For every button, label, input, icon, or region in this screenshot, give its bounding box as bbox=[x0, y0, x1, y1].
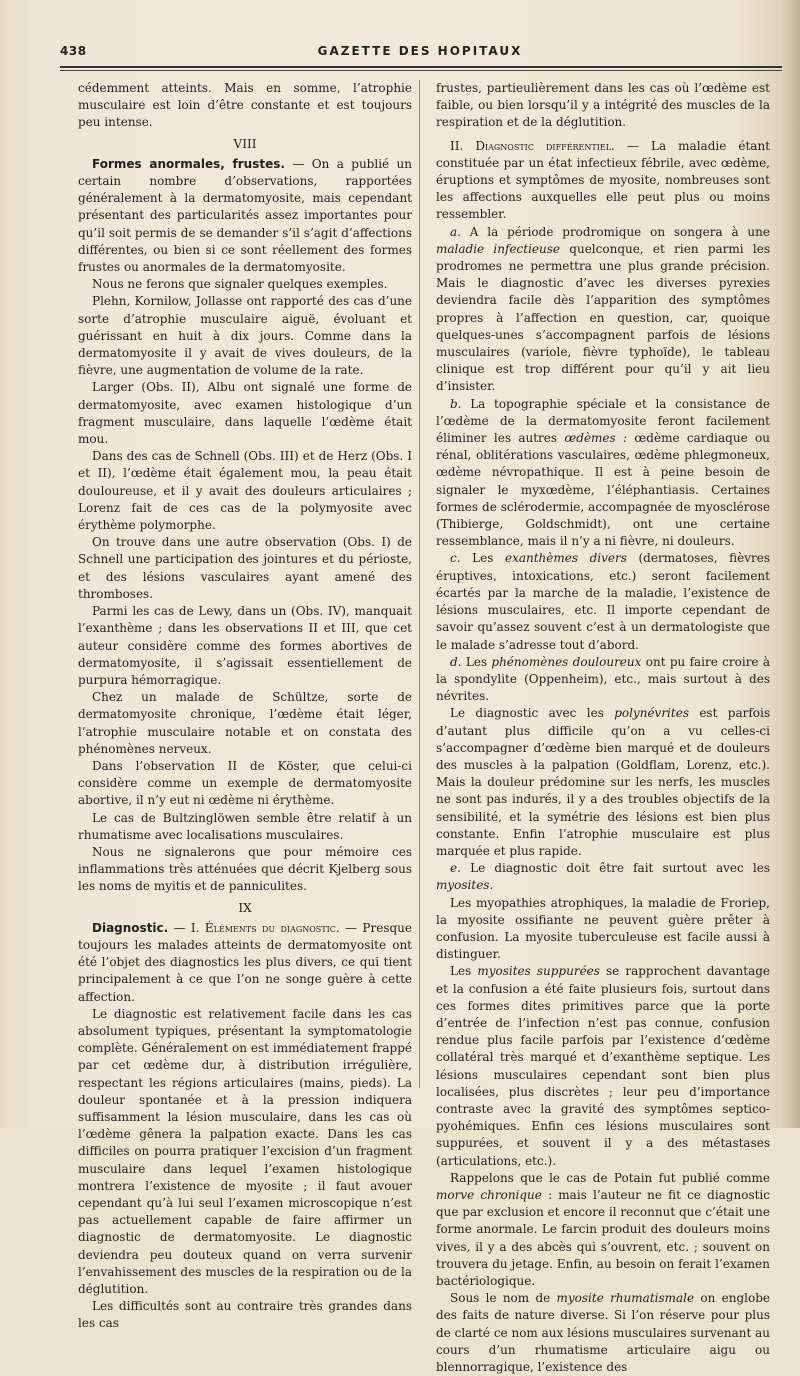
paragraph-text: Les bbox=[460, 551, 505, 566]
paragraph: Chez un malade de Schültze, sorte de dermatomyosite chronique, l’œdème était léger, l’atrophie musculaire notable et on constata des phénomènes nerveux. bbox=[78, 690, 412, 756]
section-number: VIII bbox=[233, 136, 257, 151]
paragraph-text: Le diagnostic avec les bbox=[450, 706, 615, 721]
paragraph bbox=[436, 224, 770, 396]
paragraph bbox=[436, 138, 770, 224]
journal-title: GAZETTE DES HOPITAUX bbox=[317, 44, 523, 58]
paragraph: Les myopathies atrophiques, la maladie de Froriep, la myosite ossifiante ne peuvent guère prêter à confusion. La myosite tuberculeuse est facile aussi à distinguer. bbox=[436, 895, 770, 962]
paragraph: Le diagnostic est relativement facile dans les cas absolument typiques, présentant la symptomatologie complète. Généralement on est immédiatement frappé par cet œdème dur, à distribution irrégulière, respectant les régions articulaires (mains, pieds). La douleur spontanée et à la pression indiquera suffisamment la lésion musculaire, dans les cas où l’œdème gênera la palpation exacte. Dans les cas difficiles on pourra pratiquer l’excision d’un fragment musculaire dans lequel l’examen histologique montrera l’existence de myosite ; il faut avouer cependant qu’à lui seul l’examen microscopique n’est pas actuellement capable de faire affirmer un diagnostic de dermatomyosite. Le diagnostic deviendra peu douteux quand on verra survenir l’envahissement des muscles de la respiration ou de la déglutition. bbox=[78, 1006, 412, 1297]
header-rule-thin bbox=[60, 70, 782, 71]
paragraph: Nous ne signalerons que pour mémoire ces inflammations très atténuées que décrit Kjelberg sous les noms de myitis et de panniculites. bbox=[78, 844, 412, 894]
paragraph-text: (dermatoses, fièvres éruptives, intoxications, etc.) seront facilement écartés par la marche de la maladie, l’existence de lésions musculaires, etc. Il importe cependant de savoir qu’assez souvent c’est à un dermatologiste que le malade s’adresse tout d’abord. bbox=[436, 551, 770, 652]
paragraph bbox=[78, 920, 412, 1006]
header-rule-thick bbox=[60, 66, 782, 68]
page-header bbox=[60, 40, 780, 66]
paragraph bbox=[436, 396, 770, 551]
paragraph-text: La topographie spéciale et la consistance de l’œdème de la dermatomyosite feront facilement éliminer les autres bbox=[436, 396, 770, 446]
emphasis: maladie infectieuse bbox=[436, 241, 561, 256]
left-column bbox=[78, 80, 412, 1333]
paragraph: frustes, partieulièrement dans les cas où l’œdème est faible, ou bien lorsqu’il y a intégrité des muscles de la respiration et de la déglutition. bbox=[436, 81, 770, 130]
paragraph: Le cas de Bultzinglöwen semble être relatif à un rhumatisme avec localisations musculaires. bbox=[78, 810, 412, 842]
paragraph-text: : mais l’auteur ne fit ce diagnostic que par exclusion et encore il reconnut que c’était une forme anormale. Le farcin produit des douleurs moins vives, il y a des abcès qui s’ouvrent, etc. ; souvent on trouvera du jetage. Enfin, au besoin on ferait l’examen bactériologique. bbox=[436, 1188, 770, 1289]
section-heading: Formes anormales, frustes. bbox=[92, 156, 285, 171]
paragraph-text: œdème cardiaque ou rénal, oblitérations vasculaires, œdème phlegmoneux, œdème névropathique. Il est à peine besoin de signaler le myxœdème, l’éléphantiasis. Certaines formes de sclérodermie, accompagnée de myosclérose (Thibierge, Goldschmidt), ont une certaine ressemblance, mais il n’y a ni fièvre, ni douleurs. bbox=[436, 431, 770, 549]
emphasis: phénomènes douloureux bbox=[491, 654, 642, 669]
page-edge-shadow bbox=[782, 0, 800, 1128]
paragraph bbox=[436, 654, 770, 706]
paragraph: Les difficultés sont au contraire très grandes dans les cas bbox=[78, 1299, 412, 1331]
paragraph-text: on englobe des faits de nature diverse. Si l’on réserve pour plus de clarté ce nom aux lésions musculaires survenant au cours d’un rhumatisme articulaire aigu ou blennorragique, l’existence des bbox=[436, 1291, 770, 1375]
paragraph-text: quelconque, et rien parmi les prodromes ne permettra une plus grande précision. Mais le diagnostic d’avec les diverses pyrexies deviendra facile dès l’apparition des symptômes propres à l’affection en question, car, quoique quelques-unes s’accompagnent parfois de lésions musculaires (variole, fièvre typhoïde), le tableau clinique est trop différent pour qu’il y ait lieu d’insister. bbox=[436, 241, 770, 394]
paragraph bbox=[436, 705, 770, 860]
paragraph: On trouve dans une autre observation (Obs. I) de Schnell une participation des jointures et du périoste, et des lésions vasculaires ayant amené des thromboses. bbox=[78, 535, 412, 601]
emphasis: myosites suppurées bbox=[477, 964, 600, 979]
paragraph bbox=[78, 156, 412, 276]
section-heading: Diagnostic. bbox=[92, 920, 169, 935]
paragraph-text: Le diagnostic doit être fait surtout avec les bbox=[460, 861, 770, 876]
paragraph: cédemment atteints. Mais en somme, l’atrophie musculaire est loin d’être constante et est toujours peu intense. bbox=[78, 81, 412, 130]
paragraph-text: est parfois d’autant plus difficile qu’on a vu celles-ci s’accompagner d’œdème bien marqué et de douleurs des muscles à la palpation (Goldflam, Lorenz, etc.). Mais la douleur prédomine sur les nerfs, les muscles ne sont pas indurés, il y a des troubles objectifs de la sensibilité, et la symétrie des lésions est bien plus constante. Enfin l’atrophie musculaire est plus marquée et plus rapide. bbox=[436, 706, 771, 858]
column-divider bbox=[419, 80, 420, 1088]
emphasis: morve chronique bbox=[436, 1188, 542, 1202]
paragraph bbox=[436, 1290, 770, 1376]
paragraph-text: A la période prodromique on songera à une bbox=[460, 224, 770, 239]
paragraph-text: Sous le nom de bbox=[450, 1291, 557, 1306]
paragraph-text: se rapprochent davantage et la confusion a été faite plusieurs fois, surtout dans ces formes dites primitives parce que la porte d’entrée de l’infection n’est pas connue, confusion rendue plus facile parfois par l’existence d’œdème collatéral très marqué et d’exanthème septique. Les lésions musculaires cependant sont bien plus localisées, plus discrètes ; leur peu d’importance contraste avec la gravité des symptômes septico-pyohémiques. Enfin ces lésions musculaires sont suppurées, et souvent il y a des métastases (articulations, etc.). bbox=[436, 964, 771, 1168]
paragraph: Parmi les cas de Lewy, dans un (Obs. IV), manquait l’exanthème ; dans les observations II et III, que cet auteur considère comme des formes abortives de dermatomyosite, il s’agissait essentiellement de purpura hémorragique. bbox=[78, 604, 412, 687]
paragraph: Nous ne ferons que signaler quelques exemples. bbox=[92, 277, 388, 292]
page-number: 438 bbox=[60, 44, 87, 58]
paragraph-text: Les bbox=[450, 964, 478, 979]
right-column bbox=[436, 80, 770, 1376]
paragraph: Dans l’observation II de Köster, que celui-ci considère comme un exemple de dermatomyosite abortive, il n’y eut ni œdème ni érythème. bbox=[78, 758, 412, 808]
paragraph-text: — I. bbox=[168, 920, 205, 935]
paragraph bbox=[436, 963, 770, 1169]
paragraph bbox=[436, 1170, 770, 1290]
list-label: e. bbox=[450, 861, 461, 876]
paragraph bbox=[436, 550, 770, 653]
emphasis: œdèmes : bbox=[564, 431, 628, 446]
list-label: b. bbox=[450, 396, 462, 411]
paragraph: Plehn, Kornilow, Jollasse ont rapporté des cas d’une sorte d’atrophie musculaire aiguë, évoluant et guérissant en huit à dix jours. Comme dans la dermatomyosite il y avait de vives douleurs, de la fièvre, une augmentation de volume de la rate. bbox=[78, 294, 412, 378]
paragraph: Dans des cas de Schnell (Obs. III) et de Herz (Obs. I et II), l’œdème était également mou, la peau était douloureuse, et il y avait des douleurs articulaires ; Lorenz fait de ces cas de la polymyosite avec érythème polymorphe. bbox=[78, 449, 412, 533]
section-number: IX bbox=[238, 900, 252, 915]
paragraph-text: — La maladie étant constituée par un état infectieux fébrile, avec œdème, éruptions et symptômes de myosite, nombreuses sont les affections auxquelles elle peut plus ou moins ressembler. bbox=[436, 138, 771, 222]
emphasis: exanthèmes divers bbox=[504, 551, 627, 566]
list-label: c. bbox=[450, 551, 461, 566]
list-label: d. bbox=[450, 654, 462, 669]
subheading: Éléments du diagnostic. bbox=[204, 920, 340, 935]
subheading: II. Diagnostic différentiel. bbox=[450, 138, 615, 153]
paragraph-text: Rappelons que le cas de Potain fut publié comme bbox=[450, 1170, 770, 1185]
emphasis: myosites. bbox=[436, 878, 494, 893]
emphasis: polynévrites bbox=[614, 706, 689, 721]
paragraph-text: — On a publié un certain nombre d’observations, rapportées généralement à la dermatomyosite, mais cependant présentant des particularités assez importantes pour qu’il soit permis de se demander s’il s’agit d’affections différentes, ou bien si ce sont réellement des formes frustes ou anormales de la dermatomyosite. bbox=[78, 156, 412, 275]
paragraph bbox=[436, 860, 770, 894]
paragraph-text: — Presque toujours les malades atteints de dermatomyosite ont été l’objet des diagnostics les plus divers, ce qui tient principalement à ce que l’on ne songe guère à cette affection. bbox=[78, 920, 412, 1004]
list-label: a. bbox=[450, 224, 461, 239]
paragraph: Larger (Obs. II), Albu ont signalé une forme de dermatomyosite, avec examen histologique d’un fragment musculaire, dans laquelle l’œdème était mou. bbox=[78, 380, 412, 447]
paragraph-text: ont pu faire croire à la spondylite (Oppenheim), etc., mais surtout à des névrites. bbox=[436, 654, 771, 704]
paragraph-text: Les bbox=[461, 654, 492, 669]
emphasis: myosite rhumatismale bbox=[556, 1291, 695, 1306]
